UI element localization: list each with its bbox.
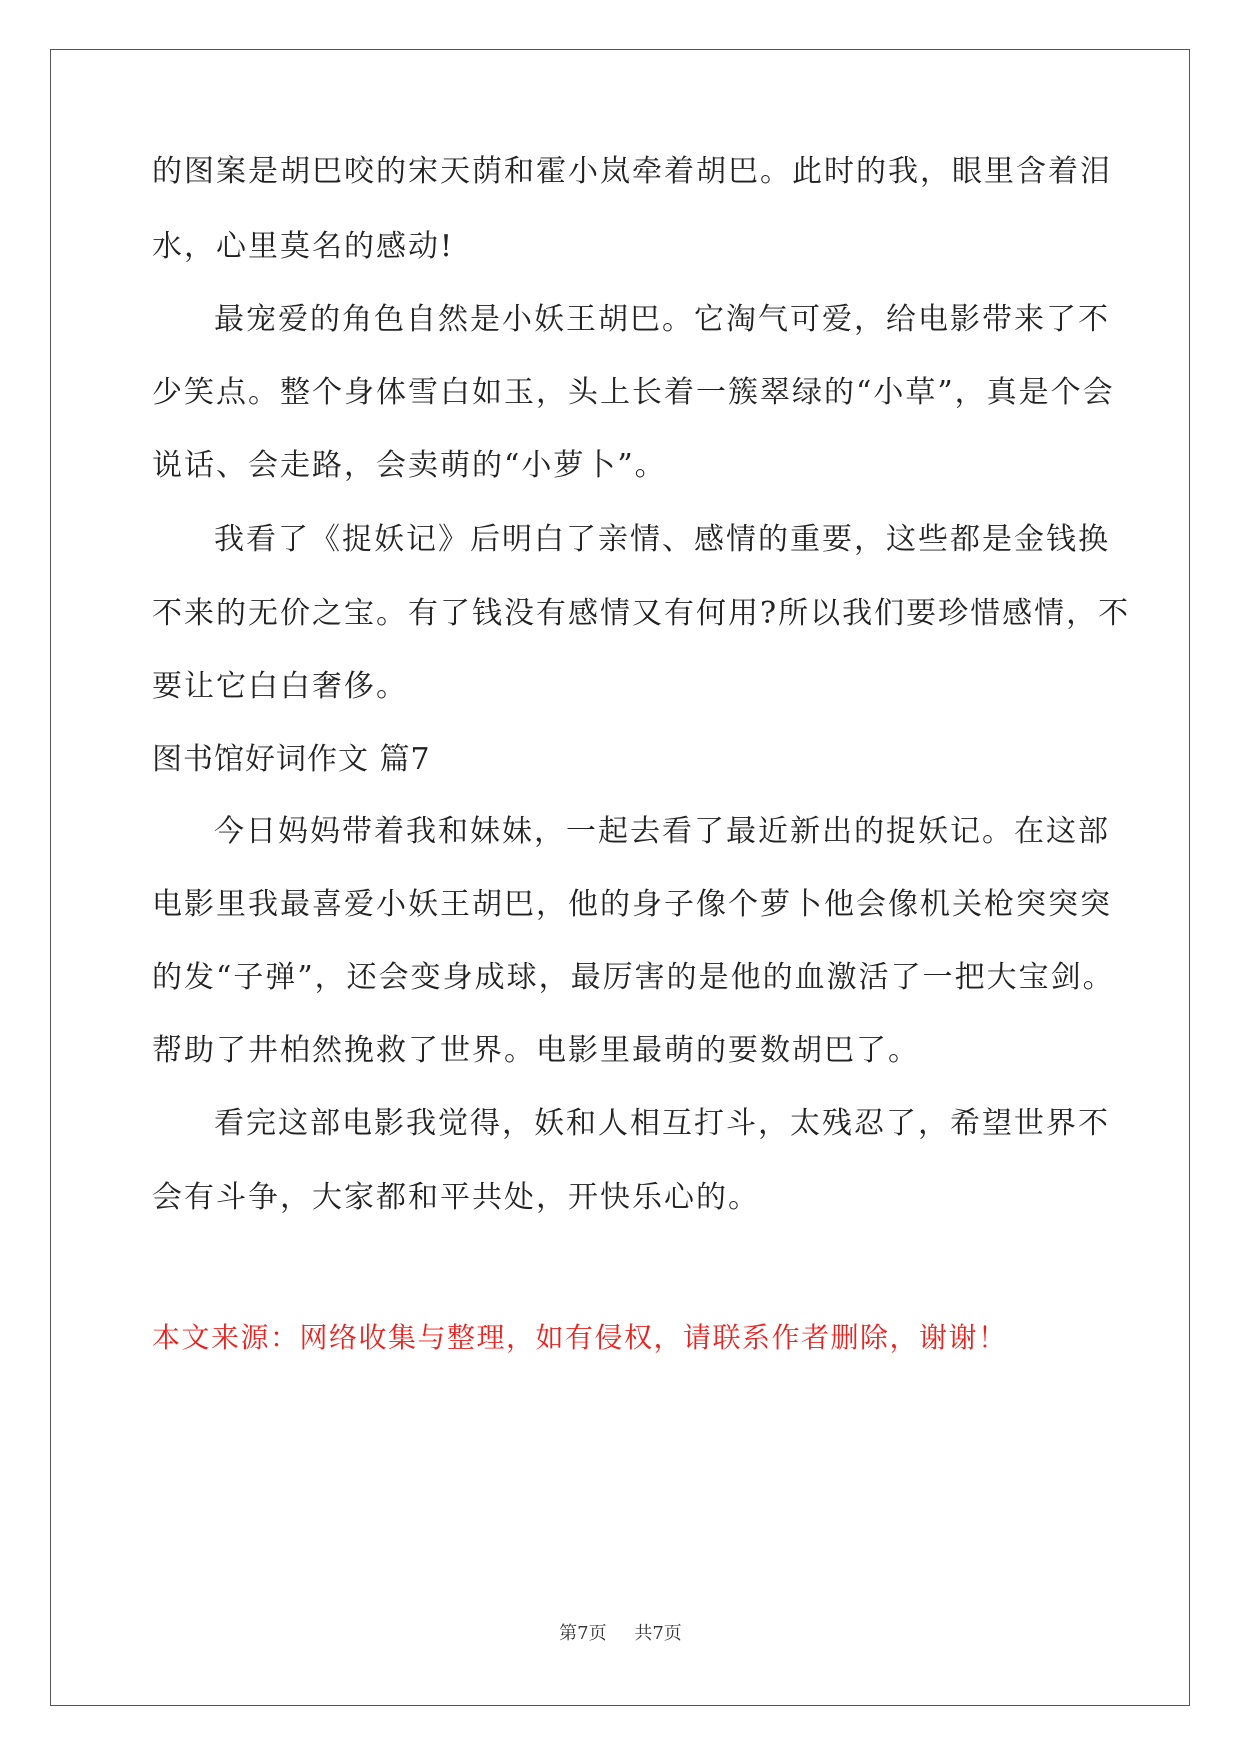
- paragraph-line: 看完这部电影我觉得，妖和人相互打斗，太残忍了，希望世界不: [214, 1106, 1110, 1141]
- paragraph-line: 电影里我最喜爱小妖王胡巴，他的身子像个萝卜他会像机关枪突突突: [152, 887, 1112, 922]
- paragraph-line: 说话、会走路，会卖萌的“小萝卜”。: [152, 448, 667, 483]
- paragraph-line: 少笑点。整个身体雪白如玉，头上长着一簇翠绿的“小草”，真是个会: [152, 375, 1115, 410]
- paragraph-line: 帮助了井柏然挽救了世界。电影里最萌的要数胡巴了。: [152, 1033, 920, 1068]
- paragraph-line: 会有斗争，大家都和平共处，开快乐心的。: [152, 1180, 760, 1215]
- paragraph-line: 的图案是胡巴咬的宋天荫和霍小岚牵着胡巴。此时的我，眼里含着泪: [152, 154, 1112, 189]
- paragraph-line: 最宠爱的角色自然是小妖王胡巴。它淘气可爱，给电影带来了不: [214, 302, 1110, 337]
- section-heading: 图书馆好词作文 篇7: [152, 742, 431, 777]
- paragraph-line: 水，心里莫名的感动!: [152, 229, 455, 264]
- page-border: [50, 49, 1190, 1706]
- page-number: 第7页: [559, 1623, 607, 1644]
- paragraph-line: 要让它白白奢侈。: [152, 669, 408, 704]
- paragraph-line: 的发“子弹”，还会变身成球，最厉害的是他的血激活了一把大宝剑。: [152, 960, 1115, 995]
- page-footer: [0, 1622, 1241, 1646]
- paragraph-line: 今日妈妈带着我和妹妹，一起去看了最近新出的捉妖记。在这部: [214, 814, 1110, 849]
- paragraph-line: 不来的无价之宝。有了钱没有感情又有何用?所以我们要珍惜感情，不: [152, 596, 1131, 631]
- source-note: 本文来源：网络收集与整理，如有侵权，请联系作者删除，谢谢！: [152, 1321, 1008, 1354]
- paragraph-line: 我看了《捉妖记》后明白了亲情、感情的重要，这些都是金钱换: [214, 522, 1110, 557]
- page-total: 共7页: [634, 1623, 682, 1644]
